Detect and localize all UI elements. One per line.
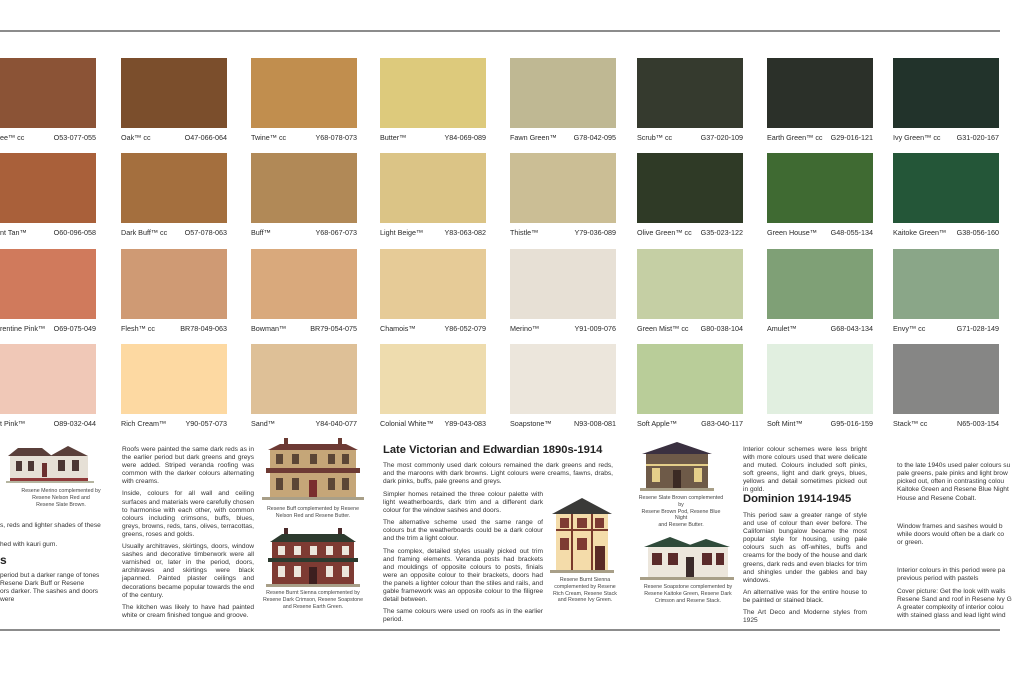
col1-fragment-2: hed with kauri gum. bbox=[0, 541, 58, 548]
colour-name: Soft Apple™ bbox=[637, 419, 677, 428]
paragraph: The Art Deco and Moderne styles from 1925 bbox=[743, 609, 867, 625]
colour-code: O89-032-044 bbox=[53, 419, 96, 428]
colour-chip bbox=[380, 249, 486, 319]
colour-chip-label bbox=[380, 418, 486, 430]
colour-chip-label bbox=[0, 132, 96, 144]
colour-chip bbox=[0, 344, 96, 414]
colour-name: Olive Green™ cc bbox=[637, 228, 692, 237]
colour-code: G48-055-134 bbox=[830, 228, 873, 237]
right-text-column bbox=[897, 446, 1012, 640]
colour-chip-label bbox=[510, 132, 616, 144]
bottom-divider bbox=[0, 629, 1000, 631]
colour-name: Ivy Green™ cc bbox=[893, 133, 941, 142]
colour-chip bbox=[510, 344, 616, 414]
colour-code: Y84-040-077 bbox=[315, 419, 357, 428]
colour-chip bbox=[637, 153, 743, 223]
colour-chip-label bbox=[0, 418, 96, 430]
victorian-text-column bbox=[122, 446, 254, 624]
section-heading-late-victorian: Late Victorian and Edwardian 1890s-1914 bbox=[383, 444, 603, 456]
colour-name: t Pink™ bbox=[0, 419, 26, 428]
colour-chip bbox=[893, 58, 999, 128]
late-victorian-intro bbox=[383, 462, 613, 490]
colour-code: G38-056-160 bbox=[956, 228, 999, 237]
colour-code: G29-016-121 bbox=[830, 133, 873, 142]
colour-code: G71-028-149 bbox=[956, 324, 999, 333]
paragraph: The same colours were used on roofs as in the earlier period. bbox=[383, 608, 543, 624]
dominion-text-column bbox=[743, 512, 867, 629]
colour-code: Y79-036-089 bbox=[574, 228, 616, 237]
colour-name: Butter™ bbox=[380, 133, 407, 142]
colour-code: O60-096-058 bbox=[53, 228, 96, 237]
colour-chip-label bbox=[893, 418, 999, 430]
colour-code: G80-038-104 bbox=[700, 324, 743, 333]
colour-code: G83-040-117 bbox=[701, 419, 743, 428]
colour-name: Green Mist™ cc bbox=[637, 324, 689, 333]
colour-chip-label bbox=[0, 227, 96, 239]
colour-chip-label bbox=[121, 132, 227, 144]
colour-code: O69-075-049 bbox=[53, 324, 96, 333]
colour-chip bbox=[121, 153, 227, 223]
colour-chip-label bbox=[0, 323, 96, 335]
paragraph: The most commonly used dark colours remained the dark greens and reds, and the maroons with dark browns. Light colours were creams, fawns, drabs, dark pinks, buffs, pale greens and greys. bbox=[383, 462, 613, 486]
colour-chip bbox=[121, 249, 227, 319]
colour-chip-label bbox=[121, 323, 227, 335]
colour-chip bbox=[893, 344, 999, 414]
colour-name: Amulet™ bbox=[767, 324, 797, 333]
paragraph: Roofs were painted the same dark reds as in the earlier period but dark greens and greys were added. Striped veranda roofing was common with the darker colours alternating with creams. bbox=[122, 446, 254, 486]
colour-code: G35-023-122 bbox=[700, 228, 743, 237]
colour-code: Y89-043-083 bbox=[444, 419, 486, 428]
interior-text-column bbox=[743, 446, 867, 499]
cottage-caption: Resene Merino complemented by Resene Nelson Red and Resene Slate Brown. bbox=[21, 488, 101, 508]
colour-chip bbox=[637, 249, 743, 319]
colour-code: G95-016-159 bbox=[830, 419, 873, 428]
colour-name: Scrub™ cc bbox=[637, 133, 673, 142]
paragraph: An alternative was for the entire house to be painted or stained black. bbox=[743, 588, 867, 604]
colour-name: Buff™ bbox=[251, 228, 271, 237]
colour-name: Envy™ cc bbox=[893, 324, 926, 333]
colour-code: Y90-057-073 bbox=[185, 419, 227, 428]
colour-chip bbox=[510, 58, 616, 128]
colour-code: N65-003-154 bbox=[957, 419, 999, 428]
colour-chip bbox=[380, 344, 486, 414]
colour-chip-label bbox=[767, 132, 873, 144]
colour-chip bbox=[251, 344, 357, 414]
colour-chip-label bbox=[637, 323, 743, 335]
colour-chip-label bbox=[510, 227, 616, 239]
colour-name: rentine Pink™ bbox=[0, 324, 46, 333]
house-illustration-bungalow bbox=[640, 535, 734, 581]
colour-chip bbox=[893, 153, 999, 223]
colour-name: Fawn Green™ bbox=[510, 133, 557, 142]
colour-chip bbox=[0, 153, 96, 223]
colour-chip bbox=[510, 153, 616, 223]
colour-chip-label bbox=[251, 227, 357, 239]
colour-name: ee™ cc bbox=[0, 133, 25, 142]
house-illustration-two-storey-sienna bbox=[266, 528, 360, 588]
paragraph: to the late 1940s used paler colours su pale greens, pale pinks and light brow picked out, often in contrasting colou Kaitoke Green and Resene Blue Night House and Resene Cobalt. bbox=[897, 462, 1011, 502]
paragraph: Interior colours in this period were pa previous period with pastels bbox=[897, 567, 1006, 583]
villa-caption: Resene Burnt Sienna complemented by Resene Rich Cream, Resene Stack and Resene Ivy Green. bbox=[553, 577, 617, 604]
colour-chip bbox=[251, 153, 357, 223]
colour-chip-label bbox=[767, 227, 873, 239]
slate-brown-caption: Resene Slate Brown complemented by Resene Brown Pod, Resene Blue Night and Resene Butter. bbox=[638, 495, 724, 529]
colour-name: Light Beige™ bbox=[380, 228, 424, 237]
col1-fragment-3: period but a darker range of tones Resene Dark Buff or Resene ors darker. The sashes and doors were bbox=[0, 572, 100, 604]
colour-chip bbox=[637, 344, 743, 414]
colour-chip bbox=[767, 344, 873, 414]
colour-code: G78-042-095 bbox=[573, 133, 616, 142]
paragraph: Window frames and sashes would b while doors would often be a dark co or green. bbox=[897, 522, 1005, 547]
paragraph: Interior colour schemes were less bright with more colours used that were delicate and muted. Colours included soft pinks, soft greens, light and dark greys, blues, yellows and detail sometimes picked out in gold. bbox=[743, 446, 867, 494]
colour-chip-label bbox=[893, 227, 999, 239]
colour-chip-label bbox=[637, 132, 743, 144]
colour-chip-label bbox=[121, 418, 227, 430]
colour-chip bbox=[510, 249, 616, 319]
colour-name: Rich Cream™ bbox=[121, 419, 167, 428]
colour-chip bbox=[767, 249, 873, 319]
colour-name: nt Tan™ bbox=[0, 228, 27, 237]
colour-chip bbox=[767, 153, 873, 223]
house-illustration-two-storey-buff bbox=[262, 438, 364, 502]
colour-code: G31-020-167 bbox=[956, 133, 999, 142]
colour-chip-label bbox=[510, 418, 616, 430]
colour-code: G68-043-134 bbox=[830, 324, 873, 333]
colour-chip bbox=[893, 249, 999, 319]
colour-code: Y68-078-073 bbox=[315, 133, 357, 142]
colour-chip-label bbox=[251, 418, 357, 430]
colour-name: Twine™ cc bbox=[251, 133, 287, 142]
colour-name: Sand™ bbox=[251, 419, 275, 428]
colour-code: O57-078-063 bbox=[184, 228, 227, 237]
colour-chip bbox=[251, 249, 357, 319]
colour-name: Dark Buff™ cc bbox=[121, 228, 168, 237]
col1-heading-fragment: s bbox=[0, 553, 7, 567]
colour-code: Y83-063-082 bbox=[444, 228, 486, 237]
colour-chip bbox=[380, 153, 486, 223]
colour-chip-label bbox=[893, 132, 999, 144]
late-victorian-text bbox=[383, 491, 543, 628]
colour-chip-label bbox=[380, 132, 486, 144]
paragraph: Inside, colours for all wall and ceiling surfaces and materials were carefully chosen to harmonise with each other, with common colours including crimsons, buffs, blues, greys, browns, reds, tans, olives, terracottas, greens, roses and golds. bbox=[122, 490, 254, 538]
paragraph: The alternative scheme used the same range of colours but the weatherboards could be a dark colour and the trim a light colour. bbox=[383, 519, 543, 543]
colour-name: Colonial White™ bbox=[380, 419, 434, 428]
house-illustration-cottage bbox=[6, 444, 94, 484]
colour-chip bbox=[121, 344, 227, 414]
colour-chip bbox=[121, 58, 227, 128]
colour-code: Y68-067-073 bbox=[315, 228, 357, 237]
house-illustration-slate-brown bbox=[640, 440, 714, 492]
colour-chip bbox=[0, 249, 96, 319]
colour-code: BR79-054-075 bbox=[310, 324, 357, 333]
paragraph: Usually architraves, skirtings, doors, window sashes and decorative timberwork were all varnished or, later in the period, doors, architraves and skirtings were black japanned. Painted plaster ceilings and decorations became popular towards the end of the century. bbox=[122, 543, 254, 599]
paragraph: Simpler homes retained the three colour palette with light weatherboards, dark trim and a different dark colour for the window sashes and doors. bbox=[383, 491, 543, 515]
colour-chip-label bbox=[510, 323, 616, 335]
colour-chip bbox=[767, 58, 873, 128]
colour-code: BR78-049-063 bbox=[180, 324, 227, 333]
colour-chip bbox=[380, 58, 486, 128]
colour-name: Green House™ bbox=[767, 228, 817, 237]
colour-chip-label bbox=[251, 323, 357, 335]
colour-chip-label bbox=[893, 323, 999, 335]
colour-name: Merino™ bbox=[510, 324, 540, 333]
colour-name: Stack™ cc bbox=[893, 419, 928, 428]
colour-code: N93-008-081 bbox=[574, 419, 616, 428]
colour-code: Y84-069-089 bbox=[444, 133, 486, 142]
paragraph: The kitchen was likely to have had painted white or cream finished tongue and groove. bbox=[122, 603, 254, 619]
paragraph: A greater complexity of interior colou with stained glass and lead light wind bbox=[897, 603, 1006, 619]
colour-name: Oak™ cc bbox=[121, 133, 151, 142]
house-illustration-gabled-villa bbox=[550, 496, 614, 574]
colour-code: Y91-009-076 bbox=[574, 324, 616, 333]
colour-name: Soapstone™ bbox=[510, 419, 552, 428]
colour-chip-label bbox=[121, 227, 227, 239]
colour-name: Soft Mint™ bbox=[767, 419, 803, 428]
colour-name: Earth Green™ cc bbox=[767, 133, 823, 142]
colour-chip-label bbox=[767, 418, 873, 430]
sienna-house-caption: Resene Burnt Sienna complemented by Resene Dark Crimson, Resene Soapstone and Resene Earth Green. bbox=[262, 590, 364, 610]
col1-fragment-1: s, reds and lighter shades of these bbox=[0, 522, 101, 529]
colour-chip-label bbox=[637, 418, 743, 430]
colour-chip-label bbox=[380, 323, 486, 335]
colour-name: Chamois™ bbox=[380, 324, 416, 333]
colour-chip-label bbox=[251, 132, 357, 144]
colour-chip bbox=[0, 58, 96, 128]
section-heading-dominion: Dominion 1914-1945 bbox=[743, 493, 852, 505]
colour-name: Kaitoke Green™ bbox=[893, 228, 947, 237]
paragraph: This period saw a greater range of style and use of colour than ever before. The Californian bungalow became the most popular style for housing, using pale colours such as off-whites, buffs and creams for the body of the house and dark greens, dark reds and even blacks for trim and shingles under the gables and bay windows. bbox=[743, 512, 867, 584]
colour-code: Y86-052-079 bbox=[444, 324, 486, 333]
colour-chip bbox=[637, 58, 743, 128]
colour-chip bbox=[251, 58, 357, 128]
colour-code: G37-020-109 bbox=[700, 133, 743, 142]
colour-name: Thistle™ bbox=[510, 228, 539, 237]
colour-name: Flesh™ cc bbox=[121, 324, 155, 333]
buff-house-caption: Resene Buff complemented by Resene Nelson Red and Resene Butter. bbox=[266, 506, 360, 519]
colour-chip-label bbox=[637, 227, 743, 239]
colour-chip-label bbox=[767, 323, 873, 335]
colour-code: O53-077-055 bbox=[53, 133, 96, 142]
paragraph: The complex, detailed styles usually picked out trim and framing elements. Veranda posts had brackets and mouldings of opposite colours to posts, finials were an opposite colour to their brackets, doors had the panels a lighter colour than the stiles and rails, and gable framework was an opposite colour to the filigree detail between. bbox=[383, 547, 543, 604]
cover-picture-note: Cover picture: Get the look with walls Resene Sand and roof in Resene Ivy G bbox=[897, 588, 1012, 604]
colour-name: Bowman™ bbox=[251, 324, 287, 333]
colour-code: O47-066-064 bbox=[184, 133, 227, 142]
colour-chip-label bbox=[380, 227, 486, 239]
bungalow-caption: Resene Soapstone complemented by Resene Kaitoke Green, Resene Dark Crimson and Resene Stack. bbox=[643, 584, 733, 604]
